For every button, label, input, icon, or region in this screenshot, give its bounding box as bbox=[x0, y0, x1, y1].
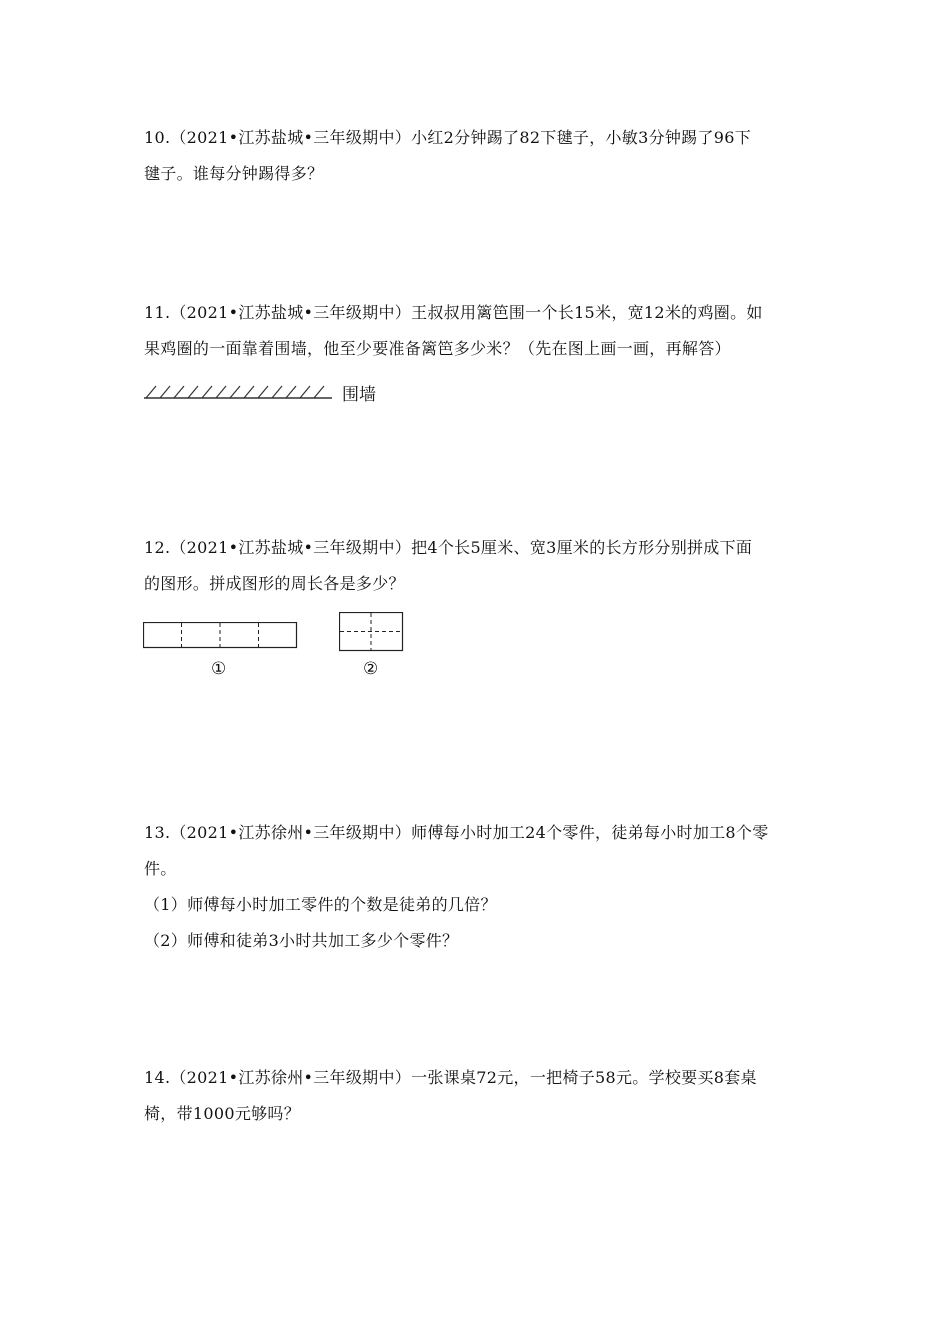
wall-figure bbox=[144, 380, 384, 410]
question-14-line-1 bbox=[144, 1060, 804, 1096]
question-12-line-2: 的图形。拼成图形的周长各是多少？ bbox=[144, 574, 405, 593]
question-12 bbox=[144, 530, 804, 602]
question-13-line-1 bbox=[144, 815, 804, 851]
question-source: （2021•江苏盐城•三年级期中） bbox=[170, 303, 412, 322]
subquestion-1: （1）师傅每小时加工零件的个数是徒弟的几倍？ bbox=[144, 895, 497, 914]
question-11-line-2: 果鸡圈的一面靠着围墙，他至少要准备篱笆多少米？（先在图上画一画，再解答） bbox=[144, 339, 731, 358]
question-14 bbox=[144, 1060, 804, 1132]
question-14-line-2: 椅，带1000元够吗？ bbox=[144, 1104, 301, 1123]
question-number: 10. bbox=[144, 128, 171, 147]
question-source: （2021•江苏盐城•三年级期中） bbox=[170, 128, 412, 147]
question-10-line-2: 毽子。谁每分钟踢得多？ bbox=[144, 164, 324, 183]
question-source: （2021•江苏徐州•三年级期中） bbox=[170, 1068, 412, 1087]
figure-1-label: ① bbox=[211, 659, 227, 679]
question-text: 一张课桌72元，一把椅子58元。学校要买8套桌 bbox=[411, 1068, 757, 1087]
figure-2-square bbox=[339, 612, 405, 654]
question-10-line-1 bbox=[144, 120, 804, 156]
question-number: 11. bbox=[144, 303, 171, 322]
question-text: 把4个长5厘米、宽3厘米的长方形分别拼成下面 bbox=[411, 538, 753, 557]
question-number: 12. bbox=[144, 538, 171, 557]
question-10 bbox=[144, 120, 804, 192]
question-source: （2021•江苏盐城•三年级期中） bbox=[170, 538, 412, 557]
question-text: 小红2分钟踢了82下毽子，小敏3分钟踢了96下 bbox=[411, 128, 752, 147]
question-13-line-2: 件。 bbox=[144, 859, 177, 878]
wall-label: 围墙 bbox=[342, 385, 376, 405]
question-number: 13. bbox=[144, 823, 171, 842]
rectangles-figure bbox=[143, 612, 413, 684]
question-text: 王叔叔用篱笆围一个长15米，宽12米的鸡圈。如 bbox=[411, 303, 763, 322]
subquestion-2: （2）师傅和徒弟3小时共加工多少个零件？ bbox=[144, 931, 459, 950]
question-11 bbox=[144, 295, 804, 367]
question-11-line-1 bbox=[144, 295, 804, 331]
figure-2-label: ② bbox=[363, 659, 379, 679]
wall-hatching bbox=[144, 380, 334, 410]
figure-1-strip bbox=[143, 622, 299, 660]
question-text: 师傅每小时加工24个零件，徒弟每小时加工8个零 bbox=[411, 823, 769, 842]
question-13 bbox=[144, 815, 804, 959]
question-number: 14. bbox=[144, 1068, 171, 1087]
question-source: （2021•江苏徐州•三年级期中） bbox=[170, 823, 412, 842]
question-12-line-1 bbox=[144, 530, 804, 566]
